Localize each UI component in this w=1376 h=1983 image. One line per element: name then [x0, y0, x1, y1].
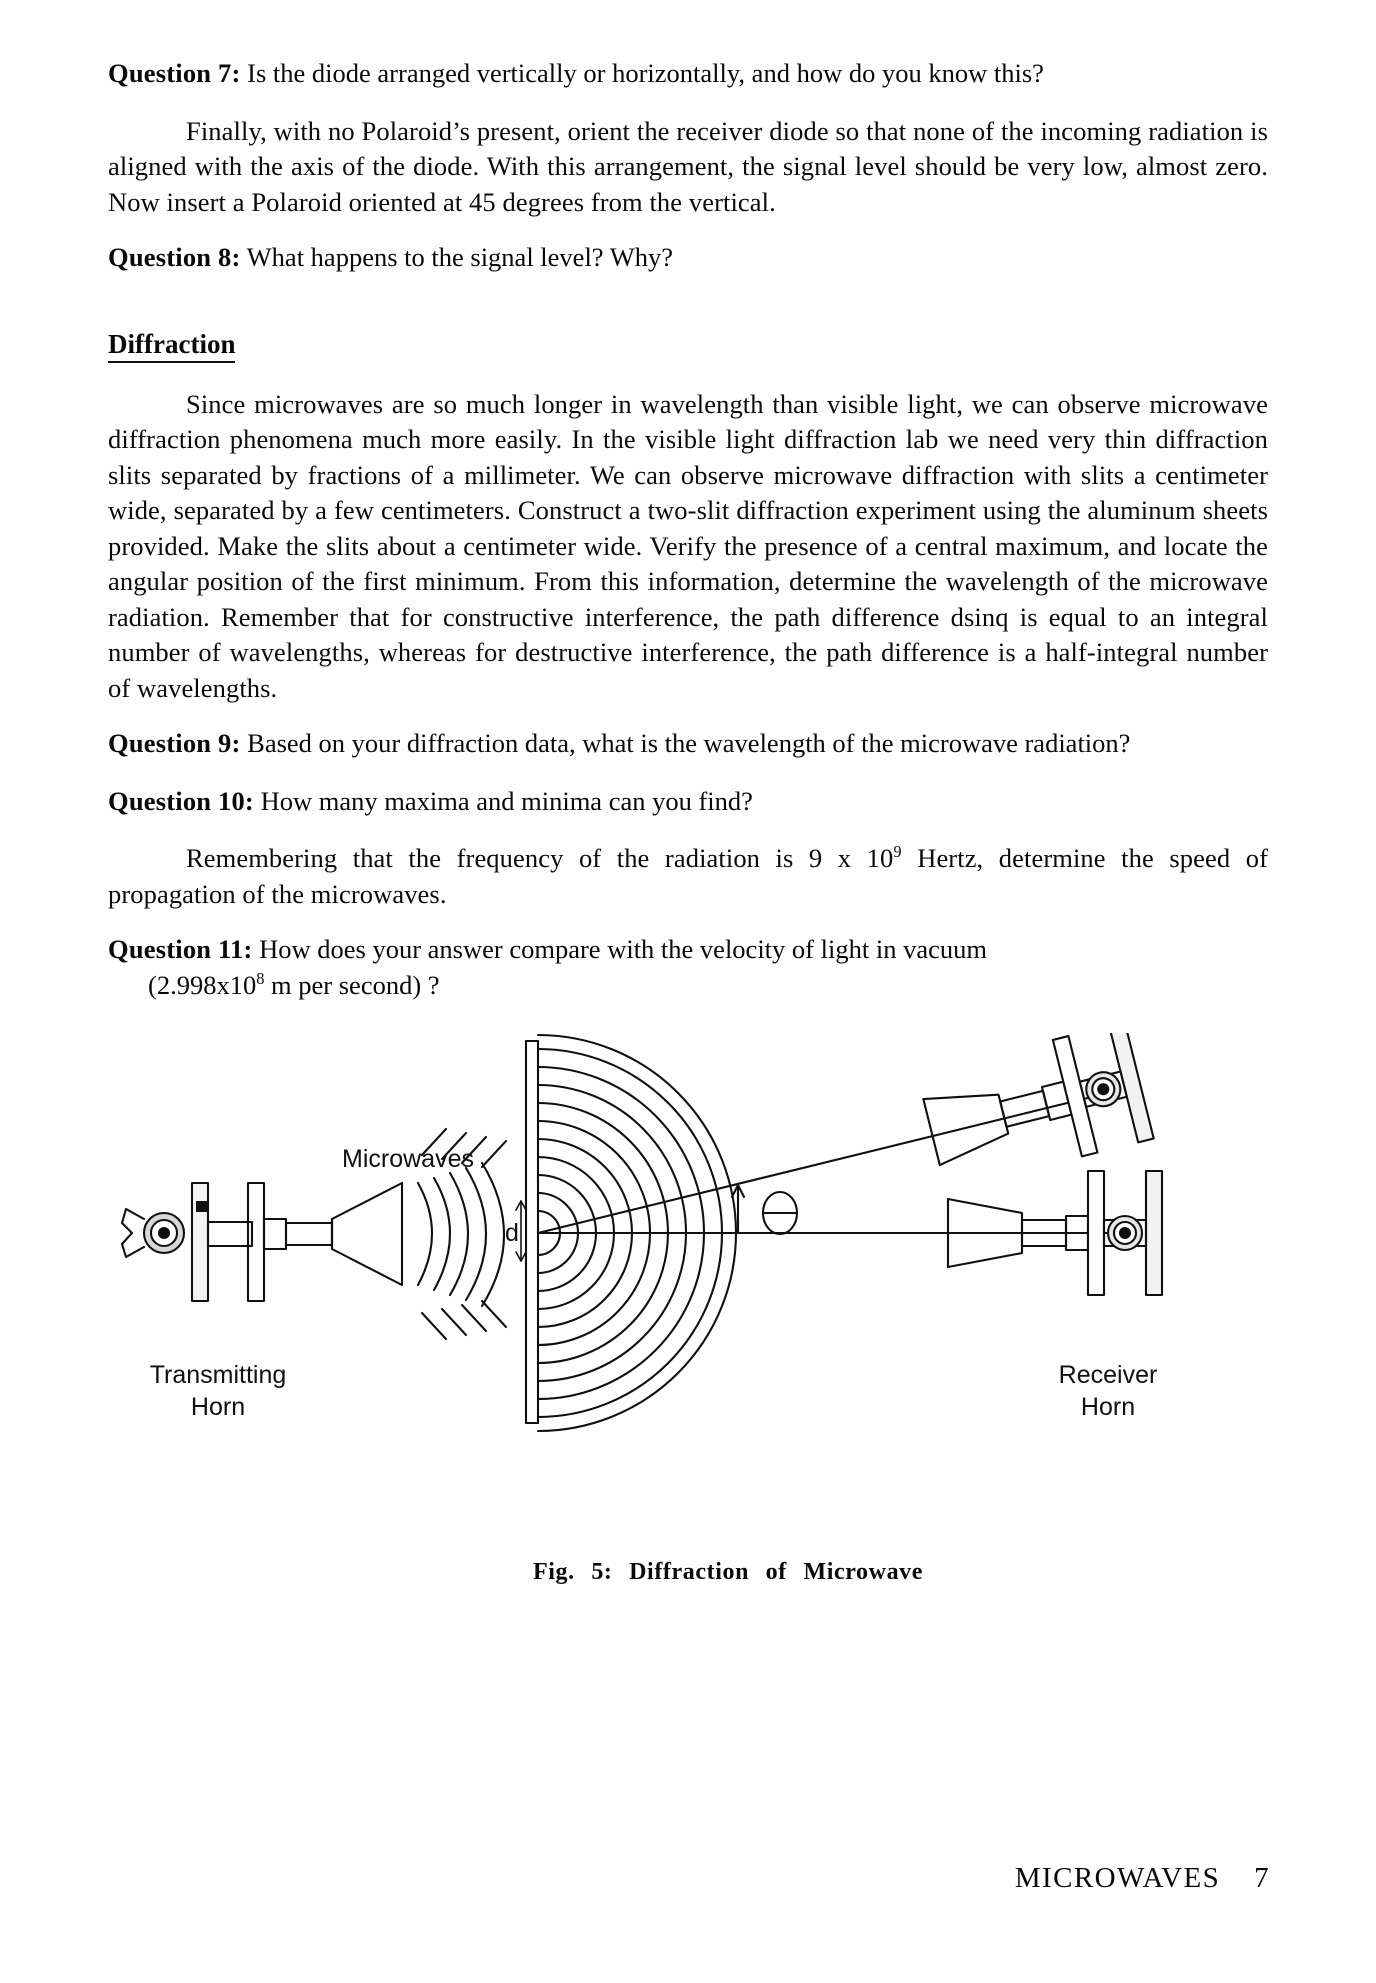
- frequency-text-pre: Remembering that the frequency of the radiation is 9 x 10: [186, 843, 894, 873]
- question-11-velocity-exponent: 8: [256, 968, 265, 988]
- diffraction-diagram: [108, 1033, 1268, 1553]
- figure-caption-part-0: Fig.: [532, 1559, 575, 1585]
- question-7-label: Question 7:: [108, 58, 241, 88]
- page-footer: [1015, 1862, 1270, 1895]
- question-11-text: How does your answer compare with the velocity of light in vacuum: [259, 934, 987, 964]
- question-7: [108, 56, 1268, 92]
- paragraph-polaroid: Finally, with no Polaroid’s present, orient the receiver diode so that none of the incoming radiation is aligned with the axis of the diode. With this arrangement, the signal level should be very low, almost zero. Now insert a Polaroid oriented at 45 degrees from the vertical.: [108, 115, 1268, 217]
- question-8-text: What happens to the signal level? Why?: [246, 242, 673, 272]
- paragraph-diffraction: Since microwaves are so much longer in wavelength than visible light, we can observe microwave diffraction phenomena much more easily. In the visible light diffraction lab we need very thin diffraction slits separated by fractions of a millimeter. We can observe microwave diffraction with slits a centimeter wide, separated by a few centimeters. Construct a two-slit diffraction experiment using the aluminum sheets provided. Make the slits about a centimeter wide. Verify the presence of a central maximum, and locate the angular position of the first minimum. From this information, determine the wavelength of the microwave radiation. Remember that for constructive interference, the path difference dsinq is equal to an integral number of wavelengths, whereas for destructive interference, the path difference is a half-integral number of wavelengths.: [108, 388, 1268, 703]
- frequency-exponent: 9: [893, 842, 902, 862]
- label-receiver-horn-line2: Horn: [1080, 1393, 1136, 1421]
- paragraph-frequency: [108, 841, 1268, 912]
- figure-caption-part-1: 5:: [591, 1559, 613, 1585]
- label-microwaves: Microwaves: [342, 1145, 474, 1173]
- figure-5: [108, 1033, 1268, 1553]
- question-11-velocity-pre: (2.998x10: [148, 969, 257, 1000]
- question-7-text: Is the diode arranged vertically or horizontally, and how do you know this?: [247, 58, 1044, 88]
- question-9-label: Question 9:: [108, 728, 241, 758]
- question-8-label: Question 8:: [108, 242, 241, 272]
- label-receiver-horn-line1: Receiver: [1058, 1361, 1158, 1389]
- figure-caption-part-3: of: [765, 1559, 787, 1585]
- figure-caption-part-4: Microwave: [803, 1559, 924, 1585]
- question-9-text: Based on your diffraction data, what is the wavelength of the microwave radiation?: [247, 728, 1131, 758]
- question-10: [108, 784, 1268, 820]
- footer-page-number: 7: [1254, 1862, 1270, 1894]
- question-8: [108, 240, 1268, 276]
- page-content: [108, 56, 1268, 1586]
- question-10-text: How many maxima and minima can you find?: [260, 785, 753, 816]
- label-slit-gap-d: d: [505, 1219, 519, 1247]
- figure-caption: [108, 1559, 1268, 1586]
- footer-title: MICROWAVES: [1014, 1862, 1221, 1894]
- question-11-label: Question 11:: [108, 934, 253, 964]
- label-transmitting-horn-line2: Horn: [190, 1393, 246, 1421]
- frequency-text-post: Hertz, determine the speed of propagation of the microwaves.: [108, 843, 1268, 909]
- question-11-velocity-post: m per second) ?: [264, 969, 440, 1000]
- question-9: [108, 726, 1268, 762]
- question-10-label: Question 10:: [108, 785, 254, 816]
- question-11: [108, 932, 1268, 1003]
- figure-caption-part-2: Diffraction: [629, 1559, 750, 1585]
- section-heading-wrap: [108, 298, 1268, 387]
- label-transmitting-horn-line1: Transmitting: [149, 1361, 287, 1389]
- section-heading-diffraction: Diffraction: [108, 328, 235, 363]
